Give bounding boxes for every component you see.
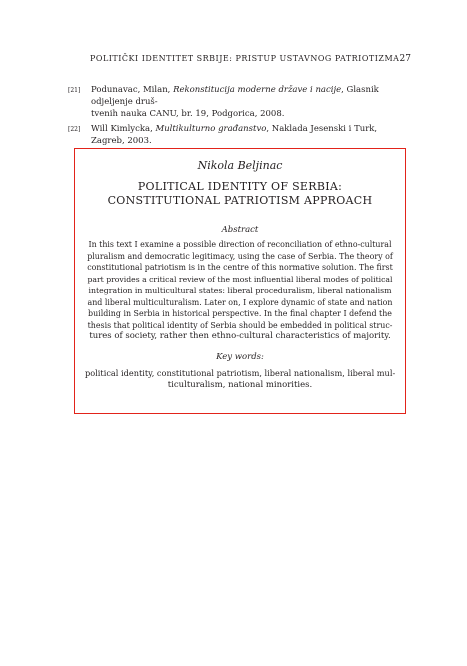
abstract-line: pluralism and democratic legitimacy, using the case of Serbia. The theory of [87,251,393,261]
reference-title: Multikulturno građanstvo [155,124,267,134]
abstract-line: and liberal multiculturalism. Later on, I explore dynamic of state and nation [87,297,393,307]
page-number: 27 [399,54,411,64]
author-name: Nikola Beljinac [197,159,283,172]
paper-title-line: CONSTITUTIONAL PATRIOTISM APPROACH [107,194,373,207]
reference-details-cont: tvenih nauka CANU, br. 19, Podgorica, 2008. [91,109,285,119]
abstract-box [74,148,406,414]
abstract-line: tures of society, rather then ethno-cultural characteristics of majority. [89,331,391,341]
reference-number: [22] [68,126,81,133]
reference-item [68,123,413,147]
reference-title: Rekonstitucija moderne države i nacije [173,85,342,95]
abstract-heading: Abstract [221,225,259,235]
reference-details: , Naklada Jesenski i Turk, Zagreb, 2003. [91,124,378,146]
reference-number: [21] [68,87,81,94]
reference-list [68,84,413,150]
reference-author: Podunavac, Milan, [91,85,174,95]
abstract-line: constitutional patriotism is in the centre of this normative solution. The first [87,263,393,272]
keywords-line: political identity, constitutional patriotism, liberal nationalism, liberal mul- [85,368,396,378]
abstract-line: integration in multicultural states: liberal proceduralism, liberal nationalism [88,286,392,295]
abstract-line: building in Serbia in historical perspective. In the final chapter I defend the [88,309,392,318]
reference-item [68,84,413,120]
paper-title [75,180,405,208]
running-head-title: POLITIČKI IDENTITET SRBIJE: PRISTUP USTAVNOG PATRIOTIZMA [90,54,400,63]
keywords-text [85,368,395,391]
abstract-line: In this text I examine a possible direction of reconciliation of ethno-cultural [88,240,392,249]
reference-details: , Glasnik odjeljenje druš- [91,85,379,107]
abstract-text [87,239,393,343]
running-head [90,54,411,68]
paper-title-line: POLITICAL IDENTITY OF SERBIA: [137,180,343,193]
keywords-line: ticulturalism, national minorities. [167,379,313,390]
keywords-heading: Key words: [216,352,264,362]
abstract-line: part provides a critical review of the most influential liberal modes of political [87,274,393,284]
reference-author: Will Kimlycka, [91,124,156,134]
abstract-line: thesis that political identity of Serbia should be embedded in political struc- [87,320,393,330]
